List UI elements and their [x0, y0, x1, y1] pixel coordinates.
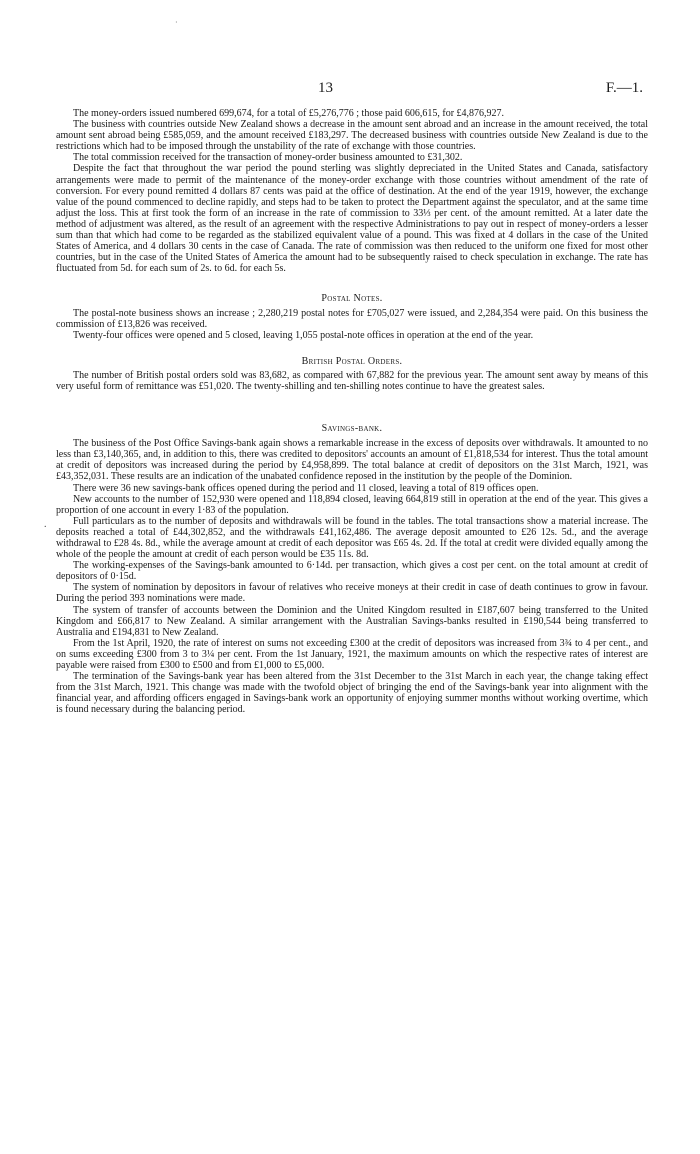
paragraph: Twenty-four offices were opened and 5 closed, leaving 1,055 postal-note offices in operation at the end of the year. — [73, 329, 534, 341]
paragraph: There were 36 new savings-bank offices opened during the period and 11 closed, leaving a total of 819 offices open. — [73, 482, 539, 494]
page-number: 13 — [318, 80, 333, 96]
paragraph: The termination of the Savings-bank year has been altered from the 31st December to the 31st March in each year, the change taking effect from the 31st March, 1921. This change was made with the twofold object of bringing the end of the Savings-bank year into alignment with the financial year, and affording officers engaged in Savings-bank work an opportunity of enjoying summer months without working overtime, which is found necessary during the balancing period. — [56, 671, 648, 716]
paragraph: The number of British postal orders sold was 83,682, as compared with 67,882 for the previous year. The amount sent away by means of this very useful form of remittance was £51,020. The twenty-shilling and ten-shilling notes continue to have the greatest sales. — [56, 369, 648, 392]
money-orders-section — [56, 108, 648, 274]
paragraph: From the 1st April, 1920, the rate of interest on sums not exceeding £300 at the credit of depositors was increased from 3¾ to 4 per cent., and on sums exceeding £300 from 3 to 3¼ per cent. From the 1st January, 1921, the maximum amounts on which the respective rates of interest are payable were raised from £300 to £500 and from £1,000 to £5,000. — [56, 637, 648, 672]
paragraph: The total commission received for the transaction of money-order business amounted to £31,302. — [73, 152, 463, 164]
section-heading-british-postal-orders: British Postal Orders. — [301, 355, 403, 367]
paragraph: The postal-note business shows an increase ; 2,280,219 postal notes for £705,027 were issued, and 2,284,354 were paid. On this business the commission of £13,826 was received. — [56, 307, 648, 330]
stray-margin-mark: . — [44, 519, 47, 530]
paragraph: The system of transfer of accounts between the Dominion and the United Kingdom resulted in £187,607 being transferred to the United Kingdom and £66,817 to New Zealand. A similar arrangement with the Australian Savings-banks resulted in £190,544 being transferred to Australia and £194,831 to New Zealand. — [56, 604, 648, 638]
paragraph: Despite the fact that throughout the war period the pound sterling was slightly depreciated in the United States and Canada, satisfactory arrangements were made to permit of the maintenance of the money-order exchange with those countries without amendment of the rate of conversion. For every pound remitted 4 dollars 87 cents was paid at the office of destination. At the end of the year 1919, however, the exchange value of the pound commenced to decline rapidly, and steps had to be taken to protect the Department against the speculator, and at the same time adjust the loss. This at first took the form of an increase in the rate of commission to 33⅓ per cent. of the amount remitted. At a later date the method of adjustment was altered, as the result of an agreement with the respective Administrations to pay out in respect of money-orders a lesser sum than that which had come to be regarded as the stabilized equivalent value of a pound. This was fixed at 4 dollars in the case of the United States of America, and 4 dollars 30 cents in the case of Canada. The rate of commission was then reduced to the uniform one fixed for most other countries, but in the case of the United States of America the amount had to be subsequently raised to check speculation in exchange. The rate has fluctuated from 5d. for each sum of 2s. to 6d. for each 5s. — [56, 163, 648, 275]
paragraph: Full particulars as to the number of deposits and withdrawals will be found in the tables. The total transactions show a material increase. The deposits reached a total of £44,302,852, and the withdrawals £41,162,486. The average deposit amounted to £26 12s. 5d., and the average withdrawal to £28 4s. 8d., while the average amount at credit of each depositor was £65 4s. 2d. If the total at credit were divided equally among the whole of the people the amount at credit of each person would be £35 11s. 8d. — [56, 515, 648, 561]
postal-notes-section — [56, 293, 648, 340]
section-heading-postal-notes: Postal Notes. — [321, 293, 383, 305]
stray-top-mark: · — [175, 18, 178, 27]
paragraph: The money-orders issued numbered 699,674, for a total of £5,276,776 ; those paid 606,615, for £4,876,927. — [73, 108, 505, 119]
paragraph: The business of the Post Office Savings-bank again shows a remarkable increase in the excess of deposits over withdrawals. It amounted to no less than £3,140,365, and, in addition to this, there was credited to depositors' accounts an amount of £1,818,534 for interest. Thus the total amount at credit of depositors was increased during the period by £4,958,899. The total balance at credit of depositors on the 31st March, 1921, was £43,352,031. These results are an indication of the unabated confidence reposed in the institution by the people of the Dominion. — [56, 438, 648, 483]
section-heading-savings-bank: Savings-bank. — [321, 423, 383, 435]
british-postal-orders-section — [56, 356, 648, 392]
paragraph: The working-expenses of the Savings-bank amounted to 6·14d. per transaction, which gives a cost per cent. on the total amount at credit of depositors of 0·15d. — [56, 560, 648, 583]
paragraph: The system of nomination by depositors in favour of relatives who receive moneys at their credit in case of death continues to grow in favour. During the period 393 nominations were made. — [56, 582, 648, 605]
page-header — [0, 80, 700, 100]
document-body — [56, 108, 648, 716]
paragraph: New accounts to the number of 152,930 were opened and 118,894 closed, leaving 664,819 still in operation at the end of the year. This gives a proportion of one account in every 1·83 of the population. — [56, 493, 648, 516]
paragraph: The business with countries outside New Zealand shows a decrease in the amount sent abroad and an increase in the amount received, the total amount sent abroad being £585,059, and the amount received £183,297. The decreased business with countries outside New Zealand is due to the restrictions which had to be imposed through the unstability of the rate of exchange with those countries. — [56, 119, 648, 153]
savings-bank-section — [56, 423, 648, 715]
series-code: F.—1. — [605, 80, 643, 96]
